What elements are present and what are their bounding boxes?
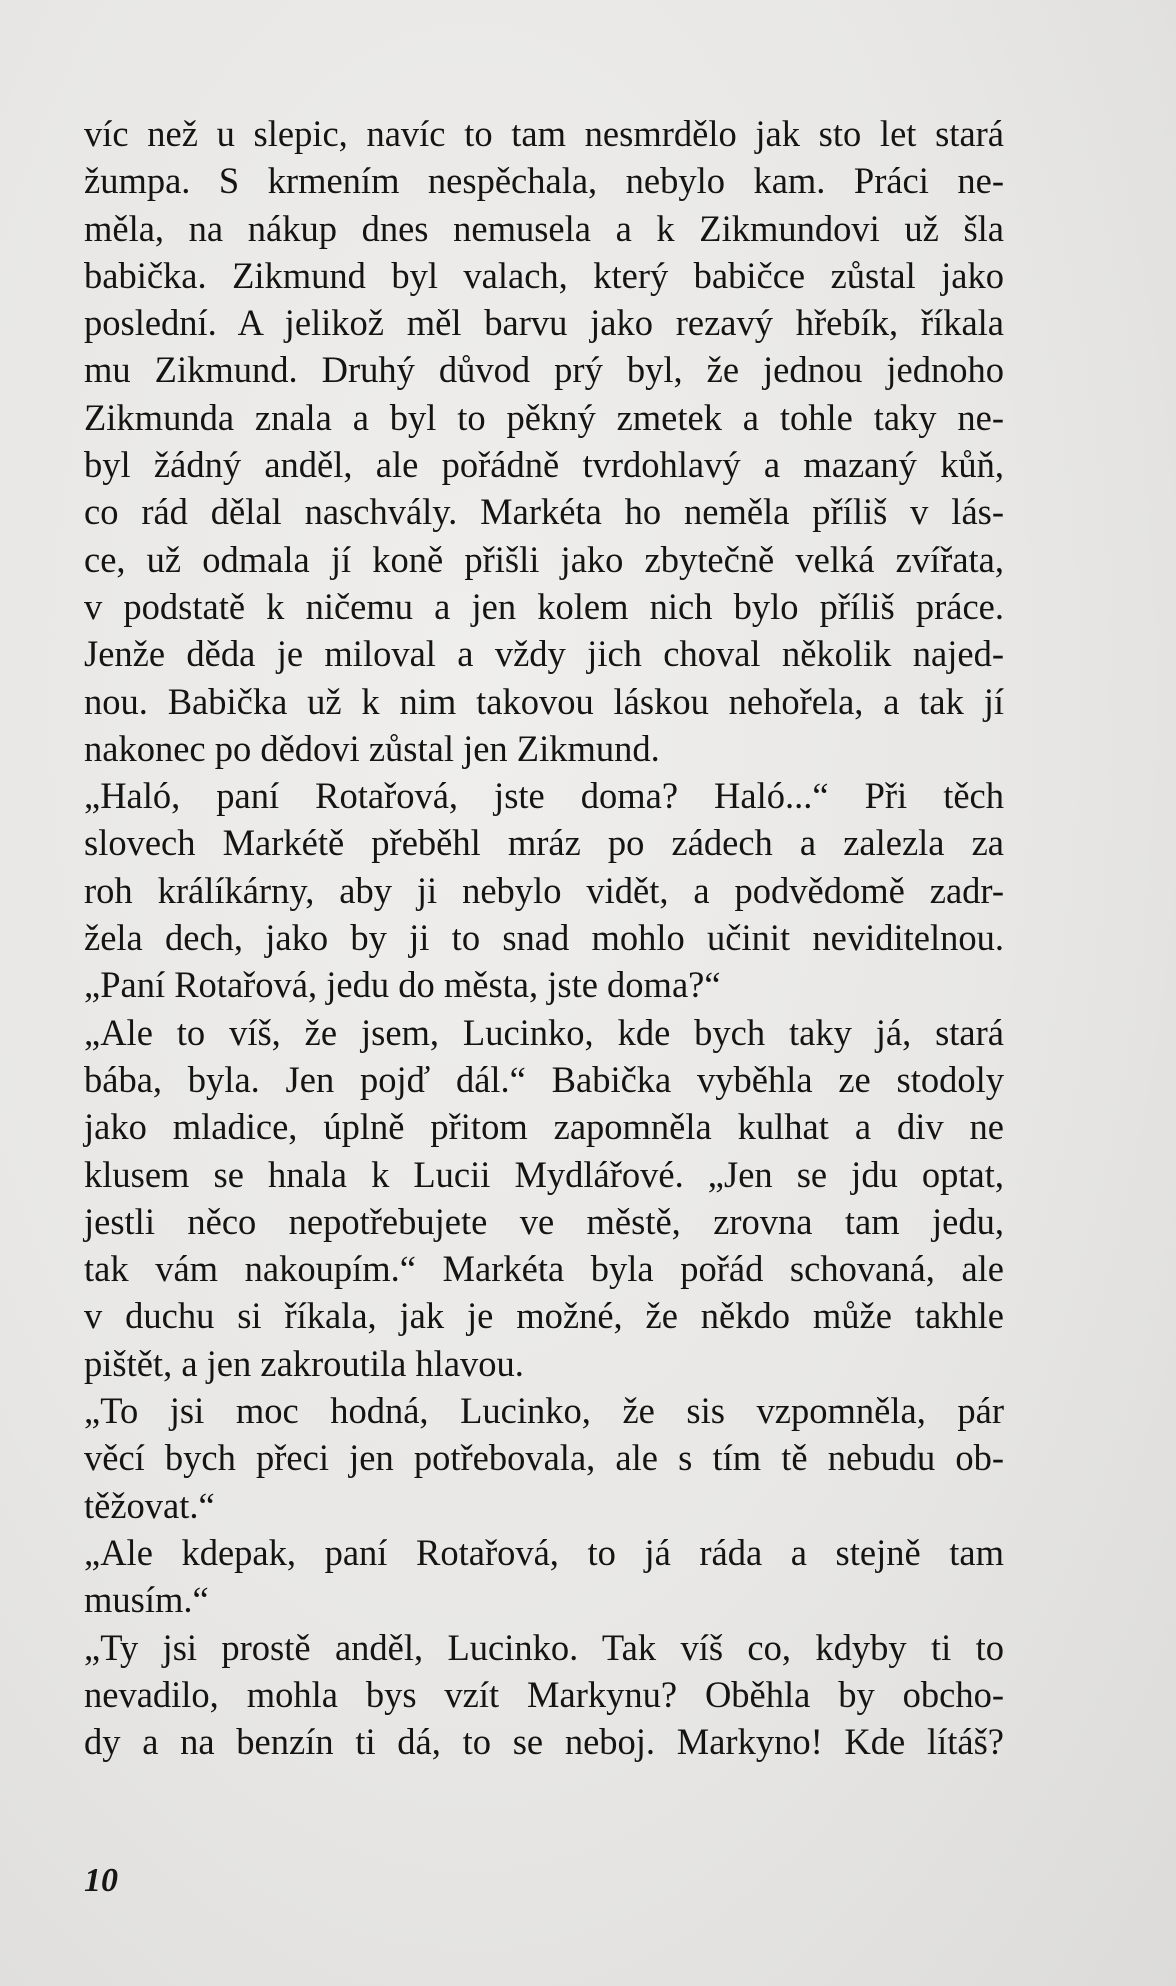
text-line: v duchu si říkala, jak je možné, že někdo může takhle xyxy=(84,1295,1004,1337)
text-line: babička. Zikmund byl valach, který babičce zůstal jako xyxy=(84,254,1004,296)
text-line: „Paní Rotařová, jedu do města, jste doma?“ xyxy=(84,964,721,1006)
body-text xyxy=(84,110,1004,1765)
text-line: „Ale kdepak, paní Rotařová, to já ráda a stejně tam xyxy=(84,1531,1004,1573)
text-line: nakonec po dědovi zůstal jen Zikmund. xyxy=(84,727,660,769)
text-line: víc než u slepic, navíc to tam nesmrdělo jak sto let stará xyxy=(84,113,1004,154)
text-line: „To jsi moc hodná, Lucinko, že sis vzpomněla, pár xyxy=(84,1390,1004,1432)
text-line: dy a na benzín ti dá, to se neboj. Markyno! Kde lítáš? xyxy=(84,1721,1004,1763)
text-line: Jenže děda je miloval a vždy jich choval několik najed- xyxy=(84,633,1004,675)
text-line: byl žádný anděl, ale pořádně tvrdohlavý a mazaný kůň, xyxy=(84,444,1004,486)
text-line: nou. Babička už k nim takovou láskou nehořela, a tak jí xyxy=(84,680,1004,722)
text-line: co rád dělal naschvály. Markéta ho neměla příliš v lás- xyxy=(84,491,1004,533)
text-line: musím.“ xyxy=(84,1579,209,1621)
text-line: žumpa. S krmením nespěchala, nebylo kam. Práci ne- xyxy=(84,160,1004,202)
text-line: jestli něco nepotřebujete ve městě, zrovna tam jedu, xyxy=(84,1200,1004,1242)
text-line: roh králíkárny, aby ji nebylo vidět, a podvědomě zadr- xyxy=(84,869,1004,911)
text-line: věcí bych přeci jen potřebovala, ale s tím tě nebudu ob- xyxy=(84,1437,1004,1479)
text-line: bába, byla. Jen pojď dál.“ Babička vyběhla ze stodoly xyxy=(84,1058,1004,1100)
text-line: slovech Markétě přeběhl mráz po zádech a zalezla za xyxy=(84,822,1004,864)
text-line: tak vám nakoupím.“ Markéta byla pořád schovaná, ale xyxy=(84,1248,1004,1290)
text-line: poslední. A jelikož měl barvu jako rezavý hřebík, říkala xyxy=(84,302,1004,344)
page-number: 10 xyxy=(84,1862,118,1899)
text-line: klusem se hnala k Lucii Mydlářové. „Jen se jdu optat, xyxy=(84,1153,1004,1195)
text-line: „Ale to víš, že jsem, Lucinko, kde bych taky já, stará xyxy=(84,1011,1004,1053)
text-line: pištět, a jen zakroutila hlavou. xyxy=(84,1342,524,1384)
text-line: Zikmunda znala a byl to pěkný zmetek a tohle taky ne- xyxy=(84,396,1004,438)
text-line: těžovat.“ xyxy=(84,1484,215,1526)
text-line: mu Zikmund. Druhý důvod prý byl, že jednou jednoho xyxy=(84,349,1004,391)
text-line: ce, už odmala jí koně přišli jako zbytečně velká zvířata, xyxy=(84,538,1004,580)
text-line: v podstatě k ničemu a jen kolem nich bylo příliš práce. xyxy=(84,585,1004,627)
text-line: nevadilo, mohla bys vzít Markynu? Oběhla by obcho- xyxy=(84,1673,1004,1715)
text-line: žela dech, jako by ji to snad mohlo učinit neviditelnou. xyxy=(84,917,1004,959)
text-line: jako mladice, úplně přitom zapomněla kulhat a div ne xyxy=(84,1106,1004,1148)
text-line: měla, na nákup dnes nemusela a k Zikmundovi už šla xyxy=(84,207,1004,249)
text-line: „Ty jsi prostě anděl, Lucinko. Tak víš co, kdyby ti to xyxy=(84,1626,1004,1668)
text-line: „Haló, paní Rotařová, jste doma? Haló...“ Při těch xyxy=(84,775,1004,817)
